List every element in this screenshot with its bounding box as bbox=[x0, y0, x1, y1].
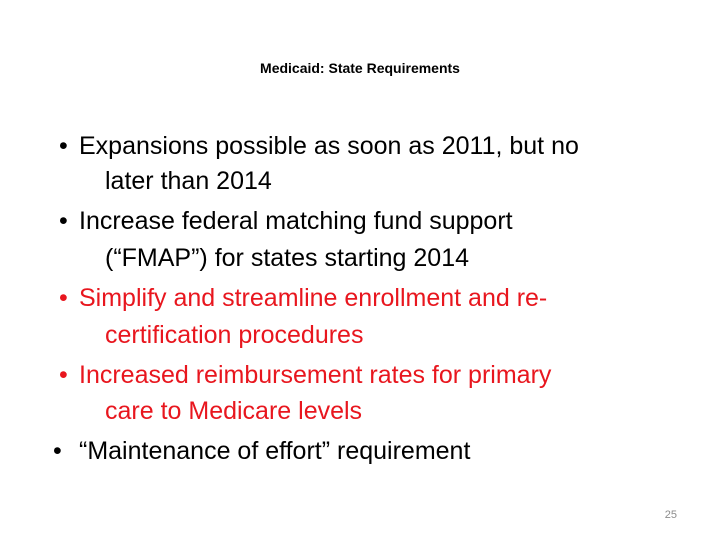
bullet-marker: • bbox=[59, 207, 68, 235]
bullet-5-line-1: “Maintenance of effort” requirement bbox=[79, 437, 471, 465]
bullet-1-line-2: later than 2014 bbox=[105, 167, 272, 195]
bullet-marker: • bbox=[59, 132, 68, 160]
bullet-3-line-2: certification procedures bbox=[105, 321, 364, 349]
bullet-2-line-2: (“FMAP”) for states starting 2014 bbox=[105, 244, 470, 272]
bullet-4-line-1: Increased reimbursement rates for primary bbox=[79, 361, 552, 389]
bullet-marker: • bbox=[59, 284, 68, 312]
bullet-3-line-1: Simplify and streamline enrollment and re- bbox=[79, 284, 548, 312]
bullet-2-line-1: Increase federal matching fund support bbox=[79, 207, 513, 235]
slide-title: Medicaid: State Requirements bbox=[260, 60, 460, 76]
bullet-1-line-1: Expansions possible as soon as 2011, but no bbox=[79, 132, 579, 160]
bullet-4-line-2: care to Medicare levels bbox=[105, 397, 363, 425]
bullet-marker: • bbox=[59, 361, 68, 389]
bullet-marker: • bbox=[53, 437, 62, 465]
page-number: 25 bbox=[664, 509, 677, 521]
